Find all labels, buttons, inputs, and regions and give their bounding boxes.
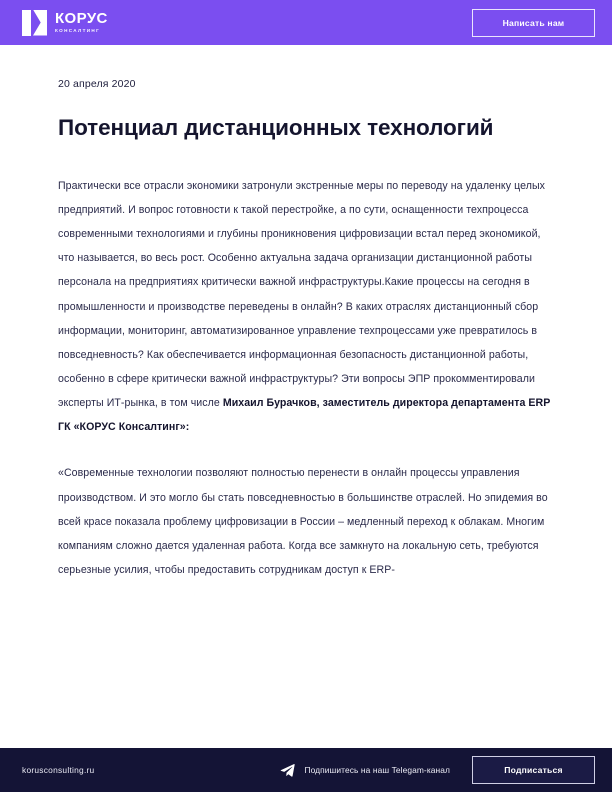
paragraph-1-bold: Михаил Бурачков, заместитель директора департамента ERP ГК «КОРУС Консалтинг» (58, 397, 551, 434)
site-footer (0, 748, 612, 792)
footer-telegram-text: Подпишитесь на наш Telegam-канал (304, 765, 450, 775)
telegram-icon (280, 764, 295, 777)
brand-subtitle: КОНСАЛТИНГ (55, 27, 101, 33)
article-body (58, 174, 554, 582)
paragraph-1-lead: Практически все отрасли экономики затронули экстренные меры по переводу на удаленку целых предприятий. И вопрос готовности к такой перестройке, а по сути, оснащенности техпроцесса современными технологиями и глубины проникновения цифровизации встал перед экономикой, что называется, во весь рост. Особенно актуальна задача организации дистанционной работы персонала на предприятиях критически важной инфраструктуры.Какие процессы на сегодня в промышленности и производстве переведены в онлайн? В каких отраслях дистанционный сбор информации, мониторинг, автоматизированное управление техпроцессами уже превратилось в повседневность? Как обеспечивается информационная безопасность дистанционной работы, особенно в сфере критически важной инфраструктуры? Эти вопросы ЭПР прокомментировали эксперты ИТ-рынка, в том числе (58, 179, 545, 410)
korus-logo-icon (22, 10, 48, 36)
page-title: Потенциал дистанционных технологий (58, 115, 494, 140)
logo-arrow-shape (33, 10, 47, 36)
subscribe-button[interactable]: Подписаться (472, 756, 595, 784)
paragraph-2-lead: «Современные технологии позволяют полностью перенести в онлайн процессы управления производством. И это могло бы стать повседневностью в большинстве отраслей. Но эпидемия во всей красе показала проблему цифровизации в России – медленный переход к облакам. Многим компаниям сложно дается удаленная работа. Когда все замкнуто на локальную сеть, требуются серьезные усилия, чтобы предоставить сотрудникам доступ к ERP- (58, 467, 548, 576)
paragraph-1-tail: : (185, 421, 190, 434)
article-container (0, 78, 612, 582)
brand-text (55, 11, 108, 33)
paragraph-1 (58, 174, 554, 440)
site-header (0, 0, 612, 45)
contact-us-button[interactable]: Написать нам (472, 9, 595, 37)
footer-telegram-block[interactable] (280, 764, 450, 777)
footer-site-url[interactable]: korusconsulting.ru (22, 765, 95, 775)
paragraph-2 (58, 461, 554, 582)
article-date: 20 апреля 2020 (58, 78, 136, 90)
brand-logo[interactable] (22, 10, 108, 36)
logo-bar-shape (22, 10, 31, 36)
brand-name: КОРУС (55, 10, 108, 28)
